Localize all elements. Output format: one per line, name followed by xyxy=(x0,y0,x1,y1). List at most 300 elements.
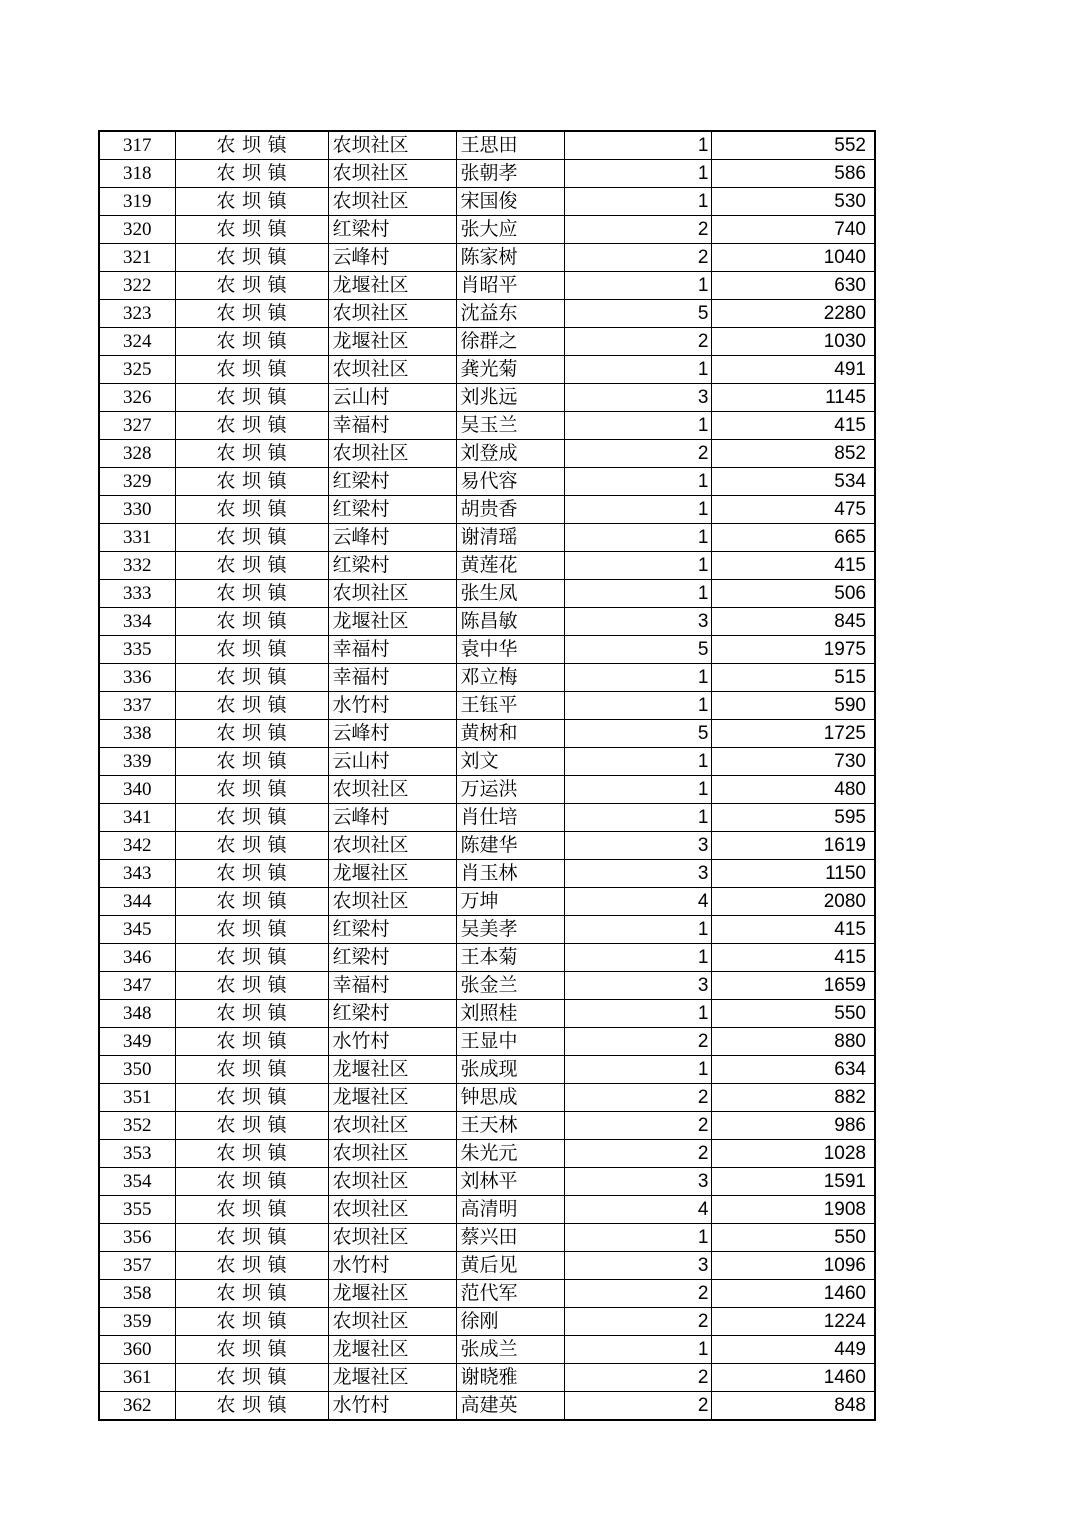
table-row xyxy=(99,1280,875,1308)
row-number-cell: 320 xyxy=(99,216,175,244)
person-name-cell: 肖仕培 xyxy=(456,804,564,832)
count-cell: 1 xyxy=(564,1224,711,1252)
count-cell: 1 xyxy=(564,748,711,776)
row-number-cell: 344 xyxy=(99,888,175,916)
amount-cell: 630 xyxy=(711,272,875,300)
village-cell: 农坝社区 xyxy=(328,1196,456,1224)
town-cell: 农坝镇 xyxy=(175,664,328,692)
amount-cell: 852 xyxy=(711,440,875,468)
row-number-cell: 318 xyxy=(99,160,175,188)
village-cell: 龙堰社区 xyxy=(328,1280,456,1308)
town-cell: 农坝镇 xyxy=(175,272,328,300)
count-cell: 3 xyxy=(564,608,711,636)
row-number-cell: 325 xyxy=(99,356,175,384)
table-row xyxy=(99,1224,875,1252)
village-cell: 龙堰社区 xyxy=(328,1336,456,1364)
amount-cell: 415 xyxy=(711,916,875,944)
count-cell: 2 xyxy=(564,1112,711,1140)
table-row xyxy=(99,720,875,748)
row-number-cell: 349 xyxy=(99,1028,175,1056)
village-cell: 云峰村 xyxy=(328,720,456,748)
village-cell: 龙堰社区 xyxy=(328,1084,456,1112)
count-cell: 3 xyxy=(564,1252,711,1280)
village-cell: 农坝社区 xyxy=(328,356,456,384)
amount-cell: 1040 xyxy=(711,244,875,272)
person-name-cell: 刘兆远 xyxy=(456,384,564,412)
amount-cell: 590 xyxy=(711,692,875,720)
town-cell: 农坝镇 xyxy=(175,552,328,580)
village-cell: 龙堰社区 xyxy=(328,608,456,636)
person-name-cell: 袁中华 xyxy=(456,636,564,664)
amount-cell: 1460 xyxy=(711,1364,875,1392)
town-cell: 农坝镇 xyxy=(175,804,328,832)
amount-cell: 530 xyxy=(711,188,875,216)
table-row xyxy=(99,664,875,692)
town-cell: 农坝镇 xyxy=(175,692,328,720)
town-cell: 农坝镇 xyxy=(175,328,328,356)
amount-cell: 1725 xyxy=(711,720,875,748)
amount-cell: 665 xyxy=(711,524,875,552)
table-row xyxy=(99,1392,875,1421)
row-number-cell: 355 xyxy=(99,1196,175,1224)
village-cell: 红梁村 xyxy=(328,944,456,972)
row-number-cell: 352 xyxy=(99,1112,175,1140)
village-cell: 幸福村 xyxy=(328,664,456,692)
amount-cell: 1460 xyxy=(711,1280,875,1308)
person-name-cell: 黄后见 xyxy=(456,1252,564,1280)
village-cell: 云峰村 xyxy=(328,804,456,832)
count-cell: 1 xyxy=(564,552,711,580)
count-cell: 1 xyxy=(564,188,711,216)
table-row xyxy=(99,888,875,916)
count-cell: 3 xyxy=(564,832,711,860)
village-cell: 水竹村 xyxy=(328,1392,456,1421)
table-row xyxy=(99,1364,875,1392)
town-cell: 农坝镇 xyxy=(175,944,328,972)
table-row xyxy=(99,1252,875,1280)
village-cell: 农坝社区 xyxy=(328,1224,456,1252)
table-row xyxy=(99,496,875,524)
person-name-cell: 王天林 xyxy=(456,1112,564,1140)
village-cell: 农坝社区 xyxy=(328,300,456,328)
count-cell: 1 xyxy=(564,1056,711,1084)
beneficiary-table xyxy=(98,130,876,1421)
count-cell: 2 xyxy=(564,1084,711,1112)
person-name-cell: 易代容 xyxy=(456,468,564,496)
village-cell: 龙堰社区 xyxy=(328,1056,456,1084)
row-number-cell: 354 xyxy=(99,1168,175,1196)
row-number-cell: 336 xyxy=(99,664,175,692)
table-row xyxy=(99,776,875,804)
town-cell: 农坝镇 xyxy=(175,188,328,216)
amount-cell: 515 xyxy=(711,664,875,692)
town-cell: 农坝镇 xyxy=(175,888,328,916)
village-cell: 云山村 xyxy=(328,748,456,776)
count-cell: 1 xyxy=(564,916,711,944)
village-cell: 幸福村 xyxy=(328,636,456,664)
village-cell: 红梁村 xyxy=(328,496,456,524)
person-name-cell: 沈益东 xyxy=(456,300,564,328)
row-number-cell: 322 xyxy=(99,272,175,300)
town-cell: 农坝镇 xyxy=(175,1112,328,1140)
count-cell: 4 xyxy=(564,888,711,916)
person-name-cell: 徐刚 xyxy=(456,1308,564,1336)
amount-cell: 1591 xyxy=(711,1168,875,1196)
town-cell: 农坝镇 xyxy=(175,720,328,748)
person-name-cell: 王钰平 xyxy=(456,692,564,720)
amount-cell: 986 xyxy=(711,1112,875,1140)
table-row xyxy=(99,1308,875,1336)
row-number-cell: 331 xyxy=(99,524,175,552)
person-name-cell: 黄莲花 xyxy=(456,552,564,580)
person-name-cell: 蔡兴田 xyxy=(456,1224,564,1252)
person-name-cell: 王思田 xyxy=(456,131,564,160)
row-number-cell: 329 xyxy=(99,468,175,496)
row-number-cell: 330 xyxy=(99,496,175,524)
person-name-cell: 谢清瑶 xyxy=(456,524,564,552)
town-cell: 农坝镇 xyxy=(175,244,328,272)
table-row xyxy=(99,552,875,580)
row-number-cell: 353 xyxy=(99,1140,175,1168)
town-cell: 农坝镇 xyxy=(175,216,328,244)
amount-cell: 475 xyxy=(711,496,875,524)
person-name-cell: 王显中 xyxy=(456,1028,564,1056)
count-cell: 1 xyxy=(564,580,711,608)
person-name-cell: 吴美孝 xyxy=(456,916,564,944)
amount-cell: 740 xyxy=(711,216,875,244)
table-row xyxy=(99,1168,875,1196)
amount-cell: 1096 xyxy=(711,1252,875,1280)
count-cell: 5 xyxy=(564,636,711,664)
village-cell: 水竹村 xyxy=(328,1028,456,1056)
person-name-cell: 刘登成 xyxy=(456,440,564,468)
village-cell: 幸福村 xyxy=(328,972,456,1000)
amount-cell: 1619 xyxy=(711,832,875,860)
table-row xyxy=(99,1084,875,1112)
table-row xyxy=(99,832,875,860)
amount-cell: 586 xyxy=(711,160,875,188)
town-cell: 农坝镇 xyxy=(175,1028,328,1056)
table-body xyxy=(99,131,875,1420)
amount-cell: 730 xyxy=(711,748,875,776)
town-cell: 农坝镇 xyxy=(175,1364,328,1392)
village-cell: 云山村 xyxy=(328,384,456,412)
town-cell: 农坝镇 xyxy=(175,1000,328,1028)
count-cell: 2 xyxy=(564,1028,711,1056)
row-number-cell: 326 xyxy=(99,384,175,412)
row-number-cell: 340 xyxy=(99,776,175,804)
count-cell: 3 xyxy=(564,972,711,1000)
row-number-cell: 342 xyxy=(99,832,175,860)
village-cell: 农坝社区 xyxy=(328,1308,456,1336)
count-cell: 1 xyxy=(564,944,711,972)
count-cell: 2 xyxy=(564,328,711,356)
count-cell: 3 xyxy=(564,384,711,412)
amount-cell: 550 xyxy=(711,1000,875,1028)
town-cell: 农坝镇 xyxy=(175,748,328,776)
count-cell: 2 xyxy=(564,216,711,244)
table-row xyxy=(99,356,875,384)
person-name-cell: 高建英 xyxy=(456,1392,564,1421)
person-name-cell: 宋国俊 xyxy=(456,188,564,216)
table-row xyxy=(99,1056,875,1084)
town-cell: 农坝镇 xyxy=(175,916,328,944)
count-cell: 2 xyxy=(564,1308,711,1336)
town-cell: 农坝镇 xyxy=(175,1196,328,1224)
count-cell: 1 xyxy=(564,131,711,160)
row-number-cell: 317 xyxy=(99,131,175,160)
row-number-cell: 357 xyxy=(99,1252,175,1280)
row-number-cell: 359 xyxy=(99,1308,175,1336)
count-cell: 3 xyxy=(564,860,711,888)
village-cell: 农坝社区 xyxy=(328,1168,456,1196)
town-cell: 农坝镇 xyxy=(175,776,328,804)
table-row xyxy=(99,216,875,244)
person-name-cell: 黄树和 xyxy=(456,720,564,748)
town-cell: 农坝镇 xyxy=(175,356,328,384)
person-name-cell: 范代军 xyxy=(456,1280,564,1308)
village-cell: 农坝社区 xyxy=(328,776,456,804)
count-cell: 1 xyxy=(564,664,711,692)
village-cell: 农坝社区 xyxy=(328,440,456,468)
table-row xyxy=(99,692,875,720)
person-name-cell: 张成现 xyxy=(456,1056,564,1084)
table-row xyxy=(99,972,875,1000)
row-number-cell: 346 xyxy=(99,944,175,972)
person-name-cell: 肖昭平 xyxy=(456,272,564,300)
row-number-cell: 345 xyxy=(99,916,175,944)
town-cell: 农坝镇 xyxy=(175,131,328,160)
person-name-cell: 刘照桂 xyxy=(456,1000,564,1028)
village-cell: 龙堰社区 xyxy=(328,272,456,300)
town-cell: 农坝镇 xyxy=(175,1140,328,1168)
count-cell: 1 xyxy=(564,468,711,496)
person-name-cell: 张成兰 xyxy=(456,1336,564,1364)
town-cell: 农坝镇 xyxy=(175,160,328,188)
person-name-cell: 万运洪 xyxy=(456,776,564,804)
amount-cell: 415 xyxy=(711,944,875,972)
count-cell: 1 xyxy=(564,692,711,720)
row-number-cell: 335 xyxy=(99,636,175,664)
person-name-cell: 王本菊 xyxy=(456,944,564,972)
row-number-cell: 324 xyxy=(99,328,175,356)
town-cell: 农坝镇 xyxy=(175,860,328,888)
village-cell: 龙堰社区 xyxy=(328,1364,456,1392)
amount-cell: 552 xyxy=(711,131,875,160)
person-name-cell: 刘林平 xyxy=(456,1168,564,1196)
town-cell: 农坝镇 xyxy=(175,580,328,608)
person-name-cell: 朱光元 xyxy=(456,1140,564,1168)
village-cell: 水竹村 xyxy=(328,692,456,720)
amount-cell: 550 xyxy=(711,1224,875,1252)
count-cell: 1 xyxy=(564,160,711,188)
table-row xyxy=(99,300,875,328)
count-cell: 2 xyxy=(564,244,711,272)
row-number-cell: 337 xyxy=(99,692,175,720)
count-cell: 1 xyxy=(564,524,711,552)
table-row xyxy=(99,748,875,776)
count-cell: 1 xyxy=(564,496,711,524)
row-number-cell: 348 xyxy=(99,1000,175,1028)
person-name-cell: 张金兰 xyxy=(456,972,564,1000)
town-cell: 农坝镇 xyxy=(175,1168,328,1196)
person-name-cell: 谢晓雅 xyxy=(456,1364,564,1392)
town-cell: 农坝镇 xyxy=(175,1252,328,1280)
table-row xyxy=(99,272,875,300)
town-cell: 农坝镇 xyxy=(175,524,328,552)
amount-cell: 848 xyxy=(711,1392,875,1421)
village-cell: 农坝社区 xyxy=(328,832,456,860)
person-name-cell: 高清明 xyxy=(456,1196,564,1224)
amount-cell: 415 xyxy=(711,552,875,580)
person-name-cell: 刘文 xyxy=(456,748,564,776)
count-cell: 1 xyxy=(564,776,711,804)
row-number-cell: 321 xyxy=(99,244,175,272)
person-name-cell: 张生凤 xyxy=(456,580,564,608)
village-cell: 农坝社区 xyxy=(328,1112,456,1140)
table-row xyxy=(99,412,875,440)
table-row xyxy=(99,1112,875,1140)
row-number-cell: 333 xyxy=(99,580,175,608)
table-row xyxy=(99,1196,875,1224)
count-cell: 5 xyxy=(564,720,711,748)
count-cell: 1 xyxy=(564,412,711,440)
amount-cell: 595 xyxy=(711,804,875,832)
town-cell: 农坝镇 xyxy=(175,1280,328,1308)
village-cell: 红梁村 xyxy=(328,468,456,496)
table-row xyxy=(99,384,875,412)
row-number-cell: 341 xyxy=(99,804,175,832)
person-name-cell: 陈建华 xyxy=(456,832,564,860)
town-cell: 农坝镇 xyxy=(175,496,328,524)
table-row xyxy=(99,944,875,972)
row-number-cell: 351 xyxy=(99,1084,175,1112)
row-number-cell: 347 xyxy=(99,972,175,1000)
count-cell: 2 xyxy=(564,1140,711,1168)
table-row xyxy=(99,916,875,944)
amount-cell: 491 xyxy=(711,356,875,384)
person-name-cell: 龚光菊 xyxy=(456,356,564,384)
table-row xyxy=(99,1000,875,1028)
village-cell: 云峰村 xyxy=(328,244,456,272)
person-name-cell: 陈家树 xyxy=(456,244,564,272)
person-name-cell: 张朝孝 xyxy=(456,160,564,188)
row-number-cell: 327 xyxy=(99,412,175,440)
table-row xyxy=(99,608,875,636)
row-number-cell: 334 xyxy=(99,608,175,636)
count-cell: 1 xyxy=(564,356,711,384)
village-cell: 农坝社区 xyxy=(328,888,456,916)
amount-cell: 2280 xyxy=(711,300,875,328)
table-row xyxy=(99,188,875,216)
village-cell: 红梁村 xyxy=(328,1000,456,1028)
count-cell: 2 xyxy=(564,1392,711,1421)
town-cell: 农坝镇 xyxy=(175,636,328,664)
amount-cell: 1150 xyxy=(711,860,875,888)
count-cell: 4 xyxy=(564,1196,711,1224)
town-cell: 农坝镇 xyxy=(175,1392,328,1421)
village-cell: 水竹村 xyxy=(328,1252,456,1280)
village-cell: 农坝社区 xyxy=(328,131,456,160)
count-cell: 2 xyxy=(564,440,711,468)
row-number-cell: 339 xyxy=(99,748,175,776)
table-row xyxy=(99,1028,875,1056)
amount-cell: 415 xyxy=(711,412,875,440)
village-cell: 农坝社区 xyxy=(328,188,456,216)
count-cell: 2 xyxy=(564,1364,711,1392)
row-number-cell: 328 xyxy=(99,440,175,468)
village-cell: 农坝社区 xyxy=(328,160,456,188)
amount-cell: 1145 xyxy=(711,384,875,412)
row-number-cell: 343 xyxy=(99,860,175,888)
amount-cell: 880 xyxy=(711,1028,875,1056)
table-row xyxy=(99,580,875,608)
table-row xyxy=(99,131,875,160)
row-number-cell: 361 xyxy=(99,1364,175,1392)
village-cell: 红梁村 xyxy=(328,552,456,580)
amount-cell: 845 xyxy=(711,608,875,636)
row-number-cell: 360 xyxy=(99,1336,175,1364)
person-name-cell: 陈昌敏 xyxy=(456,608,564,636)
amount-cell: 1908 xyxy=(711,1196,875,1224)
row-number-cell: 338 xyxy=(99,720,175,748)
amount-cell: 1659 xyxy=(711,972,875,1000)
town-cell: 农坝镇 xyxy=(175,1308,328,1336)
table-row xyxy=(99,524,875,552)
amount-cell: 1030 xyxy=(711,328,875,356)
table-row xyxy=(99,636,875,664)
count-cell: 5 xyxy=(564,300,711,328)
town-cell: 农坝镇 xyxy=(175,384,328,412)
count-cell: 3 xyxy=(564,1168,711,1196)
village-cell: 红梁村 xyxy=(328,916,456,944)
table-row xyxy=(99,244,875,272)
person-name-cell: 肖玉林 xyxy=(456,860,564,888)
village-cell: 龙堰社区 xyxy=(328,860,456,888)
row-number-cell: 356 xyxy=(99,1224,175,1252)
count-cell: 1 xyxy=(564,1000,711,1028)
table-row xyxy=(99,1140,875,1168)
table-row xyxy=(99,160,875,188)
person-name-cell: 张大应 xyxy=(456,216,564,244)
amount-cell: 449 xyxy=(711,1336,875,1364)
count-cell: 2 xyxy=(564,1280,711,1308)
person-name-cell: 万坤 xyxy=(456,888,564,916)
village-cell: 农坝社区 xyxy=(328,580,456,608)
row-number-cell: 319 xyxy=(99,188,175,216)
amount-cell: 1224 xyxy=(711,1308,875,1336)
town-cell: 农坝镇 xyxy=(175,1224,328,1252)
person-name-cell: 吴玉兰 xyxy=(456,412,564,440)
row-number-cell: 332 xyxy=(99,552,175,580)
amount-cell: 1975 xyxy=(711,636,875,664)
town-cell: 农坝镇 xyxy=(175,1084,328,1112)
town-cell: 农坝镇 xyxy=(175,468,328,496)
table-row xyxy=(99,860,875,888)
village-cell: 红梁村 xyxy=(328,216,456,244)
town-cell: 农坝镇 xyxy=(175,440,328,468)
count-cell: 1 xyxy=(564,272,711,300)
town-cell: 农坝镇 xyxy=(175,300,328,328)
table-row xyxy=(99,440,875,468)
town-cell: 农坝镇 xyxy=(175,1336,328,1364)
village-cell: 云峰村 xyxy=(328,524,456,552)
amount-cell: 882 xyxy=(711,1084,875,1112)
amount-cell: 480 xyxy=(711,776,875,804)
table-row xyxy=(99,468,875,496)
village-cell: 幸福村 xyxy=(328,412,456,440)
town-cell: 农坝镇 xyxy=(175,1056,328,1084)
